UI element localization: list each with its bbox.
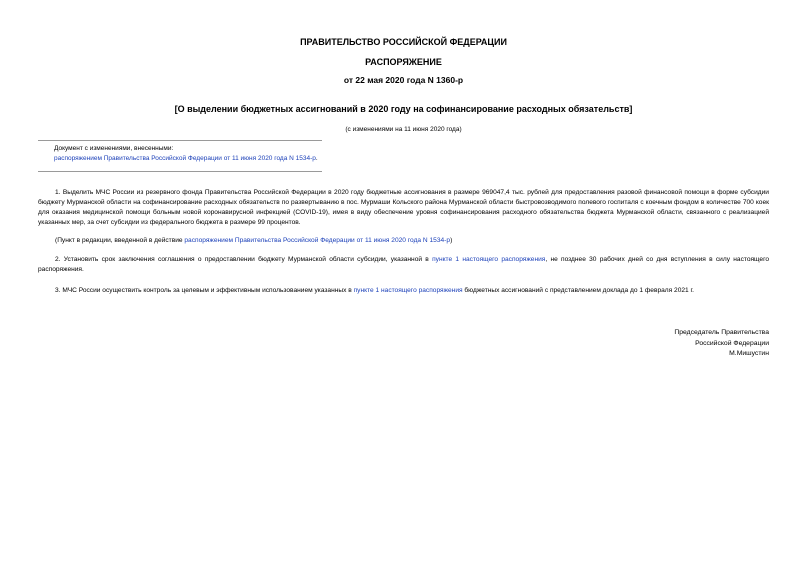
paragraph-3: 3. МЧС России осуществить контроль за целевым и эффективным использованием указанных в пункте 1 настоящего распоряжения бюджетных ассигнований с представлением доклада до 1 февраля 2021 г.	[55, 287, 694, 294]
paragraph-2: 2. Установить срок заключения соглашения о предоставлении бюджету Мурманской области субсидии, указанной в пункте 1 настоящего распоряжения, не позднее 30 рабочих дней со дня вступления в силу настоящего распоряжения.	[38, 256, 770, 273]
signature-line-2: Российской Федерации	[695, 339, 769, 347]
paragraph-1-edit-note: (Пункт в редакции, введенной в действие распоряжением Правительства Российской Федерации от 11 июня 2020 года N 1534-р)	[55, 237, 453, 244]
amendment-link[interactable]: распоряжением Правительства Российской Федерации от 11 июня 2020 года N 1534-р	[54, 155, 316, 162]
paragraph-1-text: 1. Выделить МЧС России из резервного фонда Правительства Российской Федерации в 2020 году бюджетные ассигнования в размере 969047,4 тыс. рублей для предоставления разовой финансовой помощи в форме субсидии бюджету Мурманской области на софинансирование расходных обязательств по развертыванию в пос. Мурмаши Кольского района Мурманской области быстровозводимого полевого госпиталя с коечным фондом в количестве 700 коек для оказания медицинской помощи больным новой коронавирусной инфекцией (COVID-19), имея в виду обеспечение уровня софинансирования расходного обязательства бюджета Мурманской области, связанного с реализацией указанных мер, за счет субсидии из федерального бюджета в размере 99 процентов.	[38, 189, 769, 226]
amendments-top-divider	[38, 140, 322, 141]
government-heading: ПРАВИТЕЛЬСТВО РОССИЙСКОЙ ФЕДЕРАЦИИ	[300, 37, 507, 47]
paragraph-3-link[interactable]: пункте 1 настоящего распоряжения	[353, 287, 463, 294]
signature-block	[674, 328, 769, 360]
document-type: РАСПОРЯЖЕНИЕ	[365, 57, 442, 67]
amendments-intro: Документ с изменениями, внесенными:	[54, 145, 174, 152]
amendments-bottom-divider	[38, 171, 322, 172]
document-date-number: от 22 мая 2020 года N 1360-р	[343, 75, 464, 85]
amendment-tail: .	[315, 155, 318, 162]
paragraph-1	[38, 188, 769, 228]
signature-line-1: Председатель Правительства	[674, 329, 769, 336]
document-title: [О выделении бюджетных ассигнований в 2020 году на софинансирование расходных обязательств]	[174, 104, 633, 114]
revision-note: (с изменениями на 11 июня 2020 года)	[345, 126, 462, 133]
amendments-line	[54, 155, 318, 162]
signature-name: М.Мишустин	[729, 350, 769, 357]
paragraph-2-link[interactable]: пункте 1 настоящего распоряжения	[432, 256, 546, 263]
paragraph-1-edit-link[interactable]: распоряжением Правительства Российской Федерации от 11 июня 2020 года N 1534-р	[184, 237, 451, 244]
